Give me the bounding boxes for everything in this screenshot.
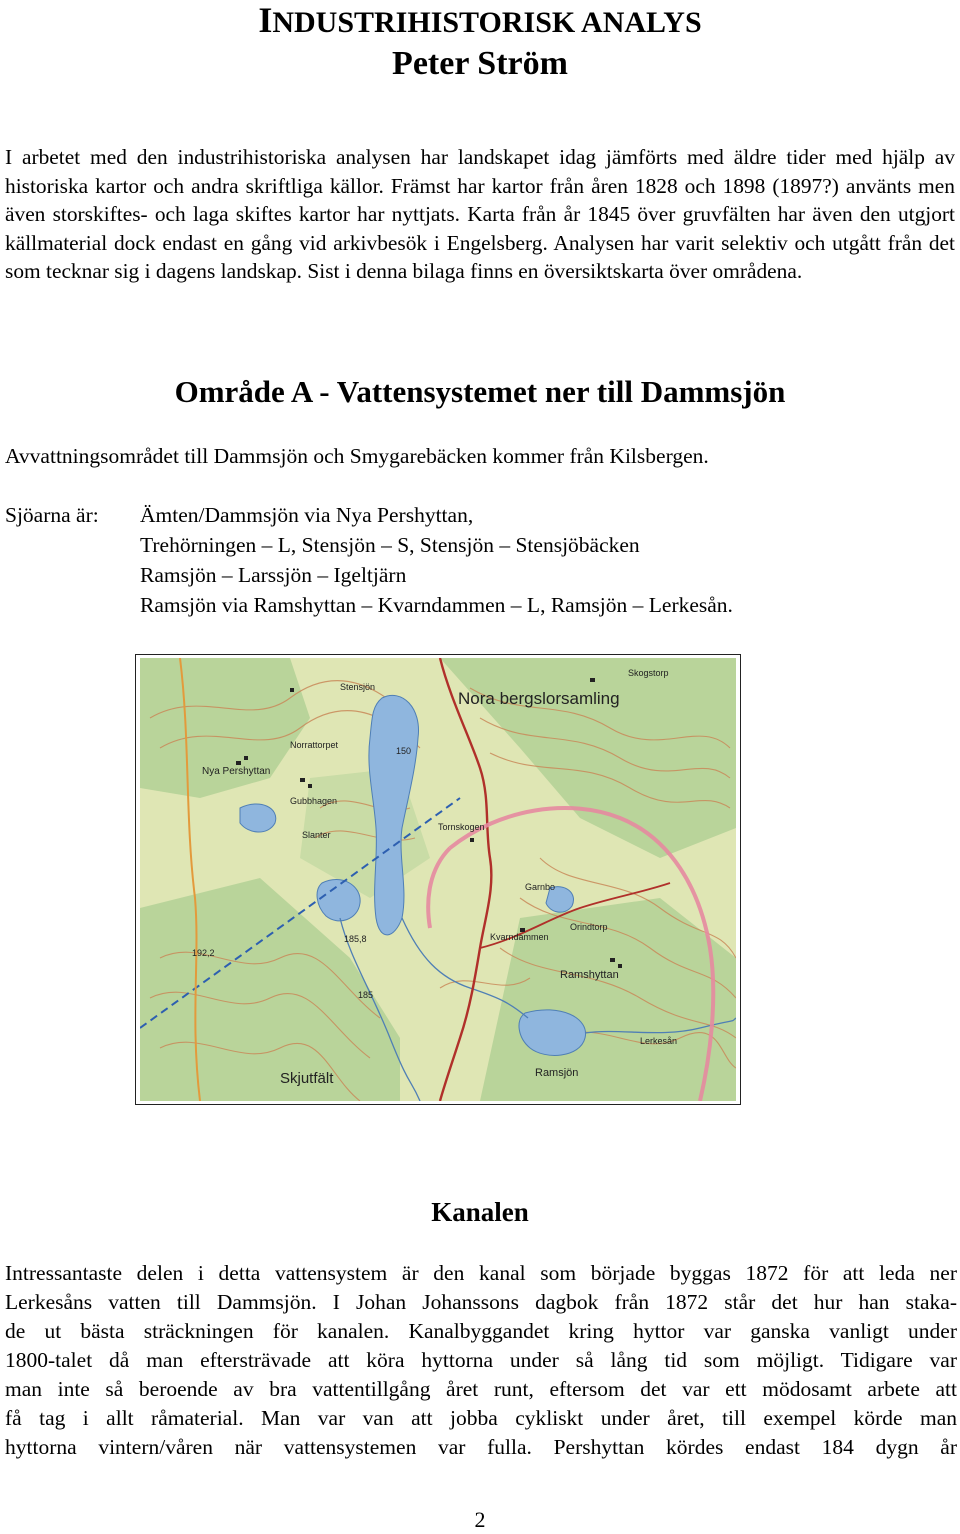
paragraph-line: 1800-talet då man eftersträvade att köra hyttorna under så lång tid som möjligt. Tidigare var	[5, 1348, 957, 1372]
map-label-skogstorp: Skogstorp	[628, 668, 669, 678]
paragraph-line: man inte så beroende av bra vattentillgång året runt, eftersom det var ett mödosamt arbete att	[5, 1377, 957, 1401]
map-label-elevation: 150	[396, 746, 412, 756]
map-label-orindtorp: Orindtorp	[570, 922, 608, 932]
page-number: 2	[474, 1507, 486, 1532]
title-initial: I	[258, 0, 273, 40]
map-label-elevation: 185,8	[344, 934, 367, 944]
document-author: Peter Ström	[392, 45, 568, 82]
map-label-slanter: Slanter	[302, 830, 331, 840]
map-label-ramshyttan: Ramshyttan	[560, 969, 619, 981]
map-label-kvarndammen: Kvarndammen	[490, 932, 549, 942]
map-label-nya-pershyttan: Nya Pershyttan	[202, 766, 271, 777]
lake-item: Ramsjön via Ramshyttan – Kvarndammen – L, Ramsjön – Lerkesån.	[140, 593, 733, 617]
kanalen-paragraph	[5, 1259, 957, 1462]
paragraph-line: hyttorna vintern/våren när vattensystemen var fulla. Pershyttan kördes endast 184 dygn år	[5, 1435, 957, 1459]
lakes-list	[140, 500, 733, 620]
map-label-skjutfalt: Skjutfält	[280, 1070, 334, 1087]
lakes-label: Sjöarna är:	[5, 503, 99, 527]
map-label-elevation: 185	[358, 990, 374, 1000]
document-title	[0, 2, 960, 41]
drainage-text: Avvattningsområdet till Dammsjön och Smygarebäcken kommer från Kilsbergen.	[5, 444, 709, 468]
paragraph-line: de ut bästa sträckningen för kanalen. Kanalbyggandet kring hyttor var ganska vanligt under	[5, 1319, 957, 1343]
intro-paragraph: I arbetet med den industrihistoriska analysen har landskapet idag jämförts med äldre tider med hjälp av historiska kartor och andra skriftliga källor. Främst har kartor från åren 1828 och 1898 (1897?) använts men även storskiftes- och laga skiftes kartor har nyttjats. Karta från år 1845 över gruvfälten har även den utgjort källmaterial dock endast en gång vid arkivbesök i Engelsberg. Analysen har varit selektiv och utgått från det som tecknar sig i dagens landskap. Sist i denna bilaga finns en översiktskarta över områdena.	[5, 145, 955, 284]
map-graphic	[140, 658, 736, 1101]
map-label-elevation: 192,2	[192, 948, 215, 958]
lake-item: Ramsjön – Larssjön – Igeltjärn	[140, 563, 407, 587]
section-a-heading: Område A - Vattensystemet ner till Dammsjön	[174, 374, 786, 409]
title-rest: NDUSTRIHISTORISK ANALYS	[272, 6, 702, 39]
map-label-gubbhagen: Gubbhagen	[290, 796, 338, 806]
topographic-map	[135, 654, 741, 1105]
lake-item: Trehörningen – L, Stensjön – S, Stensjön – Stensjöbäcken	[140, 533, 640, 557]
map-label-tornskogen: Tornskogen	[438, 822, 485, 832]
map-label-garnbo: Garnbo	[525, 882, 556, 892]
map-label-nora: Nora bergslorsamling	[458, 689, 620, 708]
lake-item: Ämten/Dammsjön via Nya Pershyttan,	[140, 503, 474, 527]
paragraph-line: Lerkesåns vatten till Dammsjön. I Johan Johanssons dagbok från 1872 står det hur han staka-	[5, 1290, 957, 1314]
map-label-lerkesan: Lerkesån	[640, 1036, 678, 1046]
paragraph-line: Intressantaste delen i detta vattensystem är den kanal som började byggas 1872 för att leda ner	[5, 1261, 957, 1285]
map-label-stensjon: Stensjön	[340, 682, 376, 692]
paragraph-line: få tag i allt råmaterial. Man var van att jobba cykliskt under året, till exempel körde man	[5, 1406, 957, 1430]
lake-small	[240, 804, 276, 832]
map-label-ramsjon: Ramsjön	[535, 1067, 579, 1079]
map-label-norrattorpet: Norrattorpet	[290, 740, 339, 750]
section-kanalen-heading: Kanalen	[431, 1197, 529, 1227]
